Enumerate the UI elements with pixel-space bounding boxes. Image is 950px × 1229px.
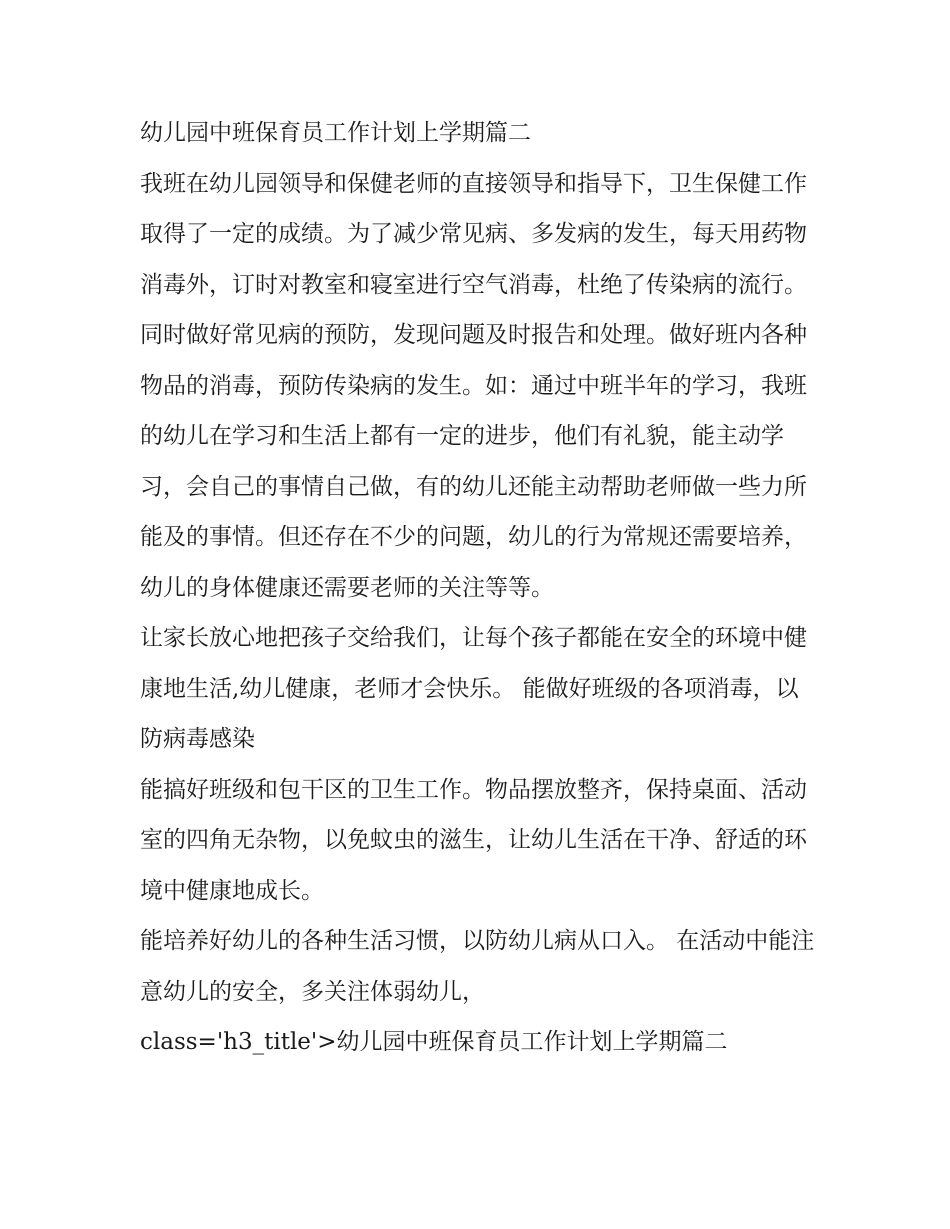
paragraph-1: 我班在幼儿园领导和保健老师的直接领导和指导下，卫生保健工作取得了一定的成绩。为了减少常见病、多发病的发生，每天用药物消毒外，订时对教室和寝室进行空气消毒，杜绝了传染病的流行。同时做好常见病的预防，发现问题及时报告和处理。做好班内各种物品的消毒，预防传染病的发生。如：通过中班半年的学习，我班的幼儿在学习和生活上都有一定的进步，他们有礼貌，能主动学习，会自己的事情自己做，有的幼儿还能主动帮助老师做一些力所能及的事情。但还存在不少的问题，幼儿的行为常规还需要培养，幼儿的身体健康还需要老师的关注等等。: [140, 170, 807, 601]
paragraph-2: 让家长放心地把孩子交给我们，让每个孩子都能在安全的环境中健康地生活,幼儿健康，老师才会快乐。 能做好班级的各项消毒，以防病毒感染: [140, 625, 807, 752]
trailing-title-fragment: class='h3_title'>幼儿园中班保育员工作计划上学期篇二: [140, 1029, 728, 1055]
document-title: 幼儿园中班保育员工作计划上学期篇二: [140, 120, 531, 146]
paragraph-3: 能搞好班级和包干区的卫生工作。物品摆放整齐，保持桌面、活动室的四角无杂物，以免蚊虫的滋生，让幼儿生活在干净、舒适的环境中健康地成长。: [140, 776, 807, 904]
paragraph-4: 能培养好幼儿的各种生活习惯，以防幼儿病从口入。 在活动中能注意幼儿的安全，多关注体弱幼儿，: [140, 928, 815, 1005]
document-page: [140, 108, 820, 1068]
